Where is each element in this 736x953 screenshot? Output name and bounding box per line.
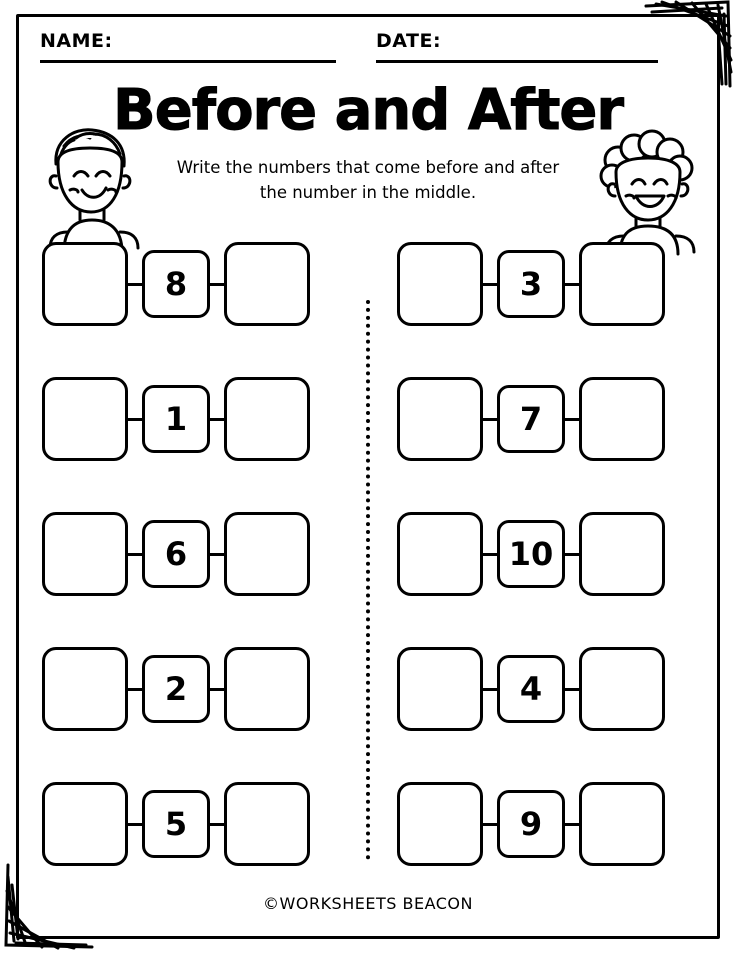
date-field-group xyxy=(376,30,660,63)
name-field-group xyxy=(40,30,340,63)
before-answer-box[interactable] xyxy=(42,647,128,731)
before-answer-box[interactable] xyxy=(42,242,128,326)
connector-line xyxy=(128,553,142,556)
connector-line xyxy=(210,823,224,826)
after-answer-box[interactable] xyxy=(579,377,665,461)
after-answer-box[interactable] xyxy=(579,647,665,731)
after-answer-box[interactable] xyxy=(224,782,310,866)
date-label: DATE: xyxy=(376,30,442,52)
right-column xyxy=(397,236,727,911)
before-answer-box[interactable] xyxy=(397,647,483,731)
connector-line xyxy=(128,418,142,421)
middle-number-box: 1 xyxy=(142,385,210,453)
middle-number-box: 3 xyxy=(497,250,565,318)
instructions-text: Write the numbers that come before and after the number in the middle. xyxy=(176,158,560,202)
middle-number-box: 7 xyxy=(497,385,565,453)
problem-row xyxy=(42,236,372,332)
student-info-row xyxy=(40,30,660,76)
middle-number-box: 6 xyxy=(142,520,210,588)
middle-number-box: 5 xyxy=(142,790,210,858)
connector-line xyxy=(210,688,224,691)
before-answer-box[interactable] xyxy=(42,782,128,866)
connector-line xyxy=(565,823,579,826)
before-answer-box[interactable] xyxy=(397,512,483,596)
problem-row xyxy=(42,506,372,602)
connector-line xyxy=(483,823,497,826)
connector-line xyxy=(483,418,497,421)
middle-number-box: 9 xyxy=(497,790,565,858)
before-answer-box[interactable] xyxy=(42,512,128,596)
problems-grid xyxy=(0,236,736,896)
after-answer-box[interactable] xyxy=(224,647,310,731)
after-answer-box[interactable] xyxy=(224,377,310,461)
page-title: Before and After xyxy=(113,78,623,143)
after-answer-box[interactable] xyxy=(224,242,310,326)
date-input-line[interactable] xyxy=(376,60,658,63)
connector-line xyxy=(210,553,224,556)
connector-line xyxy=(210,418,224,421)
left-column xyxy=(42,236,372,911)
connector-line xyxy=(210,283,224,286)
before-answer-box[interactable] xyxy=(397,782,483,866)
before-answer-box[interactable] xyxy=(42,377,128,461)
before-answer-box[interactable] xyxy=(397,242,483,326)
problem-row xyxy=(42,641,372,737)
name-input-line[interactable] xyxy=(40,60,336,63)
connector-line xyxy=(565,418,579,421)
after-answer-box[interactable] xyxy=(224,512,310,596)
after-answer-box[interactable] xyxy=(579,242,665,326)
connector-line xyxy=(483,553,497,556)
after-answer-box[interactable] xyxy=(579,782,665,866)
middle-number-box: 8 xyxy=(142,250,210,318)
problem-row xyxy=(397,641,727,737)
connector-line xyxy=(128,283,142,286)
connector-line xyxy=(565,688,579,691)
before-answer-box[interactable] xyxy=(397,377,483,461)
after-answer-box[interactable] xyxy=(579,512,665,596)
connector-line xyxy=(483,283,497,286)
problem-row xyxy=(397,371,727,467)
problem-row xyxy=(397,236,727,332)
connector-line xyxy=(565,553,579,556)
name-label: NAME: xyxy=(40,30,113,52)
problem-row xyxy=(397,776,727,872)
connector-line xyxy=(128,823,142,826)
connector-line xyxy=(483,688,497,691)
connector-line xyxy=(565,283,579,286)
footer-credit: ©WORKSHEETS BEACON xyxy=(263,894,473,913)
middle-number-box: 2 xyxy=(142,655,210,723)
problem-row xyxy=(42,776,372,872)
problem-row xyxy=(397,506,727,602)
middle-number-box: 4 xyxy=(497,655,565,723)
problem-row xyxy=(42,371,372,467)
middle-number-box: 10 xyxy=(497,520,565,588)
connector-line xyxy=(128,688,142,691)
